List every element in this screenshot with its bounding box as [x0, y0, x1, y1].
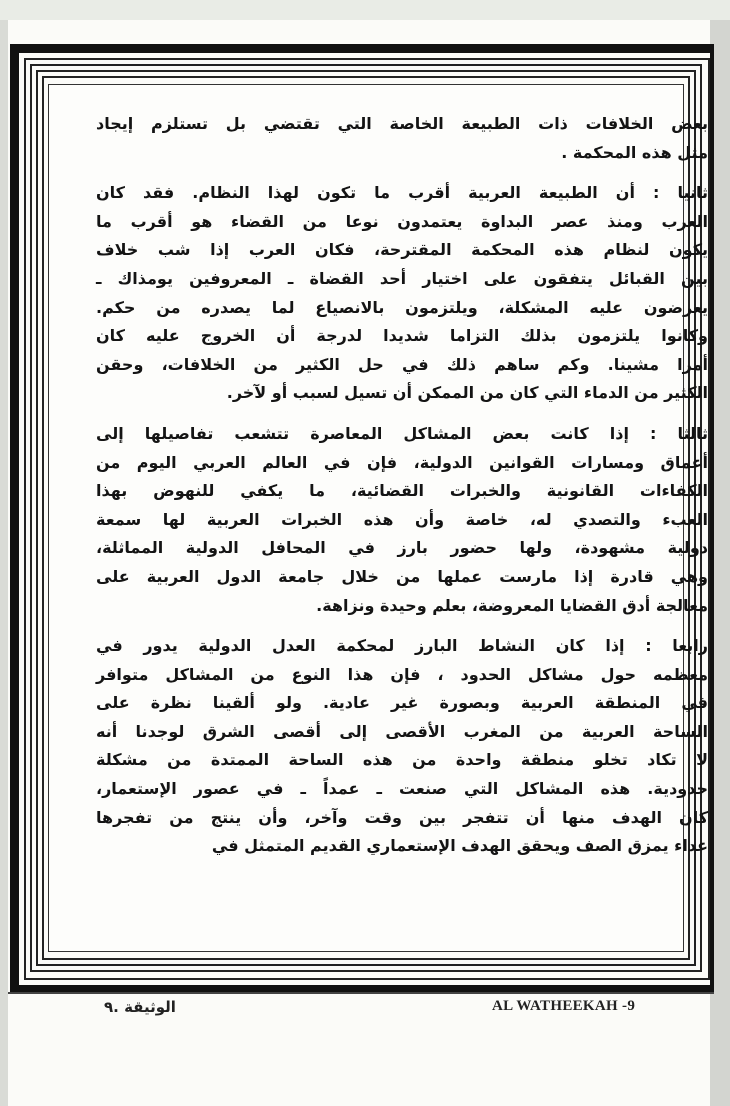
- text-line: أمرا مشينا. وكم ساهم ذلك في حل الكثير من الخلافات، وحقن: [96, 354, 708, 374]
- text-line: العبء والتصدي له، خاصة وأن هذه الخبرات العربية لها سمعة: [96, 509, 708, 529]
- text-line: كان الهدف منها أن تتفجر بين وقت وآخر، وأن ينتج من تفجرها: [96, 807, 708, 827]
- text-line: الكفاءات القانونية والخبرات القضائية، ما يكفي للنهوض بهذا: [96, 481, 708, 501]
- text-line: أعماق ومسارات القوانين الدولية، فإن في العالم العربي اليوم من: [96, 452, 708, 472]
- footer-arabic-label: الوثيقة .٩: [104, 998, 176, 1016]
- paragraph: [96, 420, 708, 620]
- paragraph: [96, 110, 708, 167]
- text-line: الساحة العربية من المغرب الأقصى إلى أقصى الشرق لوجدنا أنه: [96, 721, 708, 741]
- paragraph: [96, 632, 708, 861]
- text-line: ثالثا : إذا كانت بعض المشاكل المعاصرة تتشعب تفاصيلها إلى: [96, 423, 708, 443]
- paragraph: [96, 179, 708, 408]
- footer-publication-label: AL WATHEEKAH -9: [492, 998, 636, 1014]
- text-line: وكانوا يلتزمون بذلك التزاما شديدا لدرجة أن الخروج عليه كان: [96, 326, 708, 346]
- text-line: الكثير من الدماء التي كان من الممكن أن تسيل لسبب أو لآخر.: [226, 383, 708, 403]
- scan-top-margin: [0, 0, 730, 20]
- text-line: بين القبائل يتفقون على اختيار أحد القضاة ـ المعروفين يومذاك ـ: [96, 268, 708, 288]
- text-line: ثانيا : أن الطبيعة العربية أقرب ما تكون لهذا النظام. فقد كان: [96, 183, 708, 203]
- text-line: يعرضون عليه المشكلة، ويلتزمون بالانصياع لما يصدره من حكم.: [96, 297, 708, 317]
- text-line: معالجة أدق القضايا المعروضة، بعلم وحيدة ونزاهة.: [316, 595, 708, 615]
- text-line: بعض الخلافات ذات الطبيعة الخاصة التي تقتضي بل تستلزم إيجاد: [96, 114, 708, 133]
- article-body: [96, 110, 708, 873]
- text-line: رابعا : إذا كان النشاط البارز لمحكمة العدل الدولية يدور في: [96, 636, 708, 656]
- text-line: يكون لنظام هذه المحكمة المقترحة، فكان العرب إذا شب خلاف: [96, 240, 708, 260]
- text-line: لا تكاد تخلو منطقة واحدة من هذه الساحة الممتدة من مشكلة: [96, 750, 708, 770]
- text-line: مثل هذه المحكمة .: [561, 142, 708, 162]
- text-line: وهي قادرة إذا مارست عملها من خلال جامعة الدول العربية على: [96, 566, 708, 586]
- text-line: في المنطقة العربية وبصورة غير عادية. ولو ألقينا نظرة على: [96, 693, 708, 713]
- text-line: عداء يمزق الصف ويحقق الهدف الإستعماري القديم المتمثل في: [211, 836, 708, 856]
- footer-rule: [8, 992, 714, 994]
- text-line: معظمه حول مشاكل الحدود ، فإن هذا النوع من المشاكل متوافر: [96, 664, 708, 684]
- text-line: دولية مشهودة، ولها حضور بارز في المحافل الدولية المماثلة،: [96, 538, 708, 558]
- text-line: العرب ومنذ عصر البداوة يعتمدون نوعا من القضاء هو أقرب ما: [96, 211, 708, 231]
- text-line: حدودية. هذه المشاكل التي صنعت ـ عمداً ـ في عصور الإستعمار،: [96, 779, 708, 799]
